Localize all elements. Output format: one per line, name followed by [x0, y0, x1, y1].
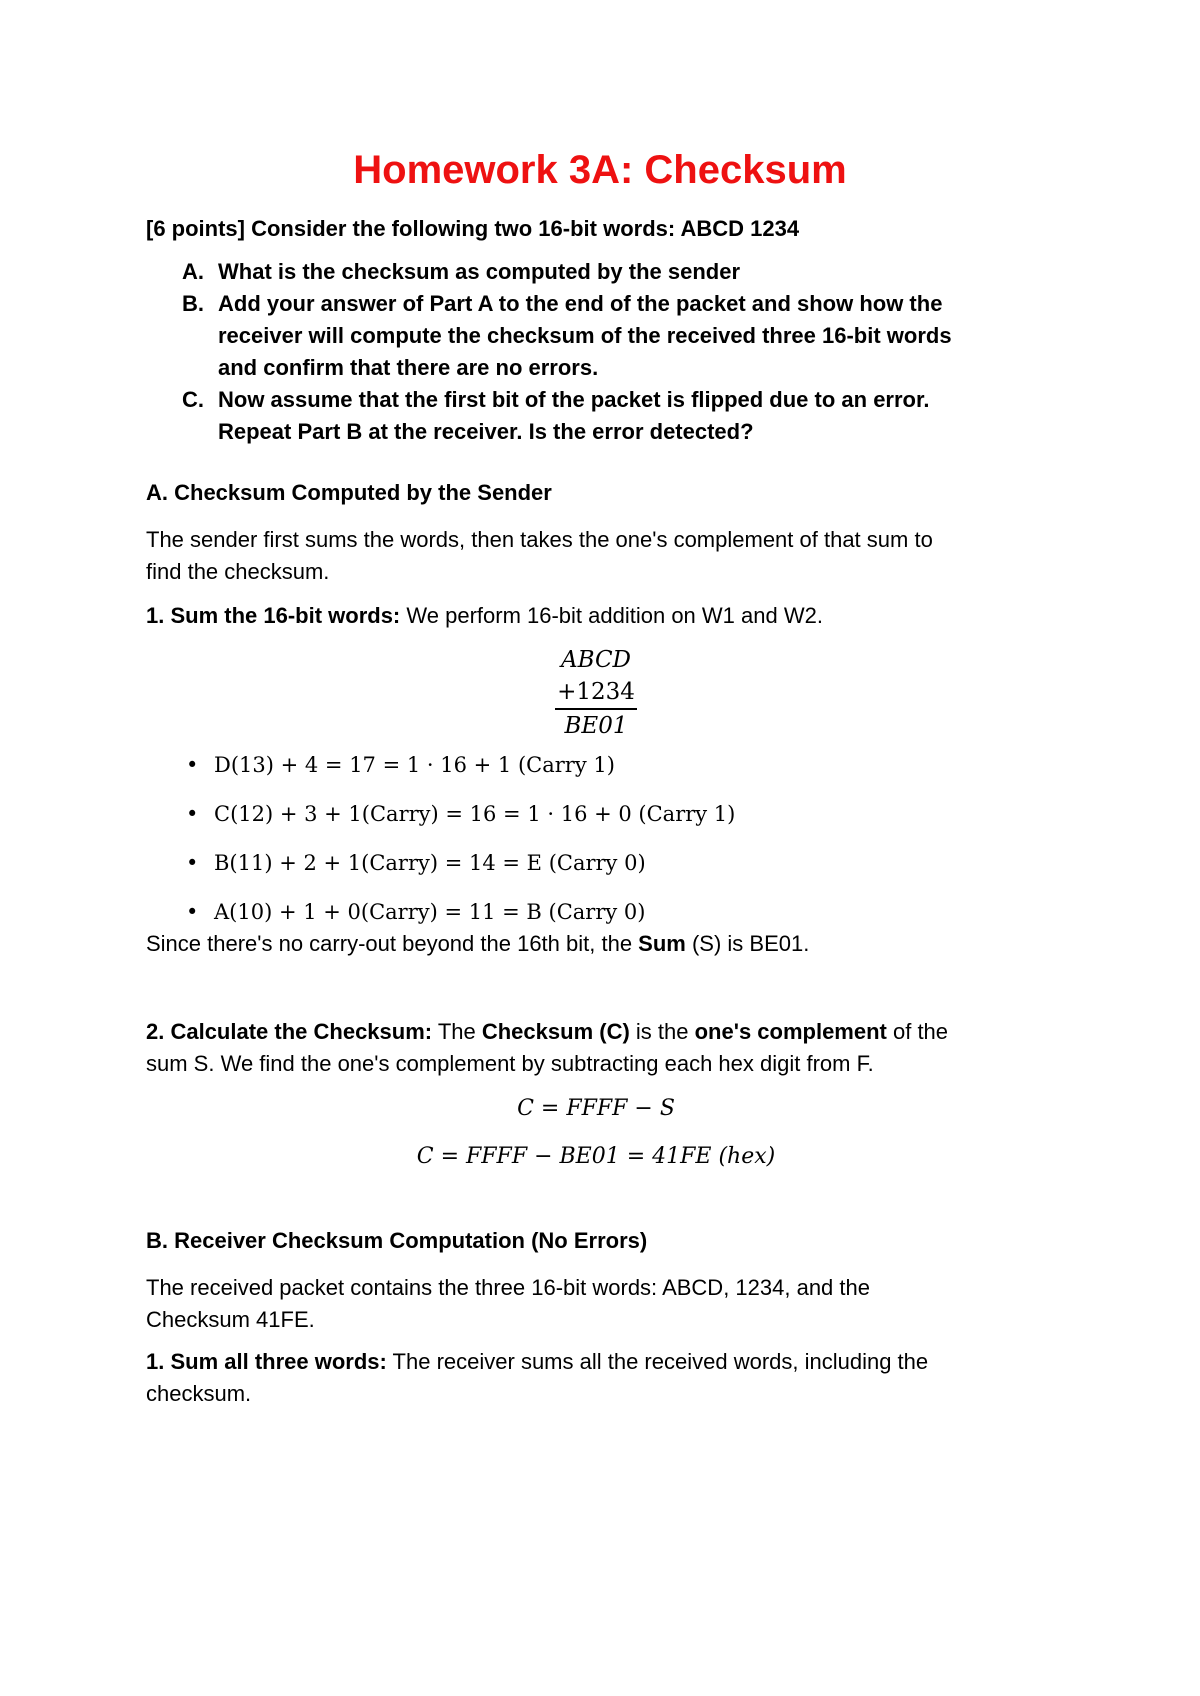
part-text: Repeat Part B at the receiver. Is the error detected? [218, 419, 754, 444]
part-text: What is the checksum as computed by the sender [218, 259, 741, 284]
paragraph-line: find the checksum. [146, 559, 330, 584]
carry-step: • B(11) + 2 + 1(Carry) = 14 = E (Carry 0) [146, 848, 1046, 897]
step-label: 2. Calculate the Checksum: [146, 1019, 433, 1044]
section-a-step2: 2. Calculate the Checksum: The Checksum (C) is the one's complement of the sum S. We find the one's complement by subtracting each hex digit from F. [146, 1016, 1046, 1080]
document-body [146, 216, 1046, 1406]
paragraph-line: checksum. [146, 1381, 252, 1406]
section-a-step1 [146, 600, 1046, 632]
part-text: and confirm that there are no errors. [218, 355, 599, 380]
question-part-a [182, 256, 1046, 288]
bullet-icon: • [186, 753, 199, 777]
question-intro: [6 points] Consider the following two 16-bit words: ABCD 1234 [146, 216, 800, 241]
part-letter: B. [182, 291, 204, 316]
question-part-c [182, 384, 1046, 448]
part-text: Now assume that the first bit of the packet is flipped due to an error. [218, 387, 930, 412]
part-letter: C. [182, 387, 204, 412]
paragraph-line: The sender first sums the words, then takes the one's complement of that sum to [146, 527, 933, 552]
carry-step: • C(12) + 3 + 1(Carry) = 16 = 1 · 16 + 0 (Carry 1) [146, 799, 1046, 848]
bullet-icon: • [186, 900, 199, 924]
addend-1: ABCD [561, 647, 631, 673]
question-parts [146, 256, 1046, 448]
carry-step: • D(13) + 4 = 17 = 1 · 16 + 1 (Carry 1) [146, 750, 1046, 799]
hex-addition [146, 644, 1046, 742]
bullet-icon: • [186, 851, 199, 875]
question-part-b [182, 288, 1046, 384]
checksum-result: C = FFFF − BE01 = 41FE (hex) [416, 1144, 776, 1169]
paragraph-line: Checksum 41FE. [146, 1307, 315, 1332]
section-b-intro [146, 1272, 1046, 1336]
paragraph-line: sum S. We find the one's complement by subtracting each hex digit from F. [146, 1051, 874, 1076]
carry-step: • A(10) + 1 + 0(Carry) = 11 = B (Carry 0) [146, 897, 1046, 946]
section-a-heading: A. Checksum Computed by the Sender [146, 480, 552, 505]
section-b-step1: 1. Sum all three words: The receiver sums all the received words, including the checksum. [146, 1346, 1046, 1410]
page-title: Homework 3A: Checksum [353, 148, 847, 192]
sum-statement: Since there's no carry-out beyond the 16th bit, the Sum (S) is BE01. [146, 931, 810, 956]
section-b-heading: B. Receiver Checksum Computation (No Errors) [146, 1228, 648, 1253]
part-text: receiver will compute the checksum of the received three 16-bit words [218, 323, 952, 348]
paragraph-line: The received packet contains the three 16-bit words: ABCD, 1234, and the [146, 1275, 870, 1300]
part-text: Add your answer of Part A to the end of the packet and show how the [218, 291, 943, 316]
step-text: We perform 16-bit addition on W1 and W2. [400, 603, 823, 628]
section-a-intro [146, 524, 1046, 588]
checksum-formula: C = FFFF − S [517, 1096, 675, 1121]
carry-steps [146, 750, 1046, 946]
part-letter: A. [182, 259, 204, 284]
addition-result: BE01 [564, 713, 628, 739]
step-label: 1. Sum all three words: [146, 1349, 387, 1374]
bullet-icon: • [186, 802, 199, 826]
addend-2: +1234 [555, 676, 637, 710]
step-label: 1. Sum the 16-bit words: [146, 603, 401, 628]
